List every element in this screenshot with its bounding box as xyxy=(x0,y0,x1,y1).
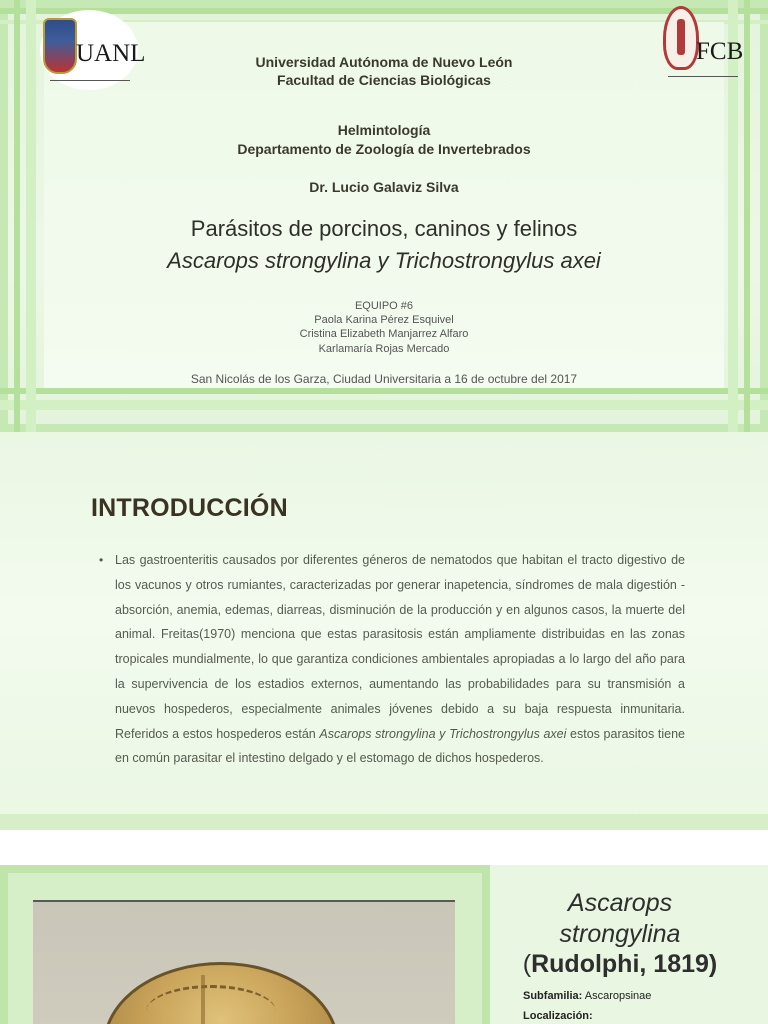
team-member: Paola Karina Pérez Esquivel xyxy=(314,314,454,326)
place-date: San Nicolás de los Garza, Ciudad Universitaria a 16 de octubre del 2017 xyxy=(190,372,578,386)
title-slide xyxy=(0,0,768,432)
uanl-logo-text: UANL xyxy=(76,40,146,67)
presentation-subtitle: Ascarops strongylina y Trichostrongylus axei xyxy=(167,248,601,273)
specimen-micrograph xyxy=(33,900,455,1024)
species-genus: Ascarops xyxy=(567,889,673,917)
species-authority xyxy=(500,949,740,979)
location-label: Localización: xyxy=(523,1010,593,1022)
team-member: Karlamaría Rojas Mercado xyxy=(318,343,450,355)
authority-text: Rudolphi, 1819) xyxy=(531,950,718,978)
intro-species-names: Ascarops strongylina y Trichostrongylus axei xyxy=(319,726,567,741)
fcb-logo-text: FCB xyxy=(696,38,744,65)
subfamily-row xyxy=(523,990,651,1002)
decor-stripe xyxy=(0,814,768,830)
decor-stripe xyxy=(0,388,768,394)
decor-stripe xyxy=(0,8,768,14)
location-row xyxy=(523,1010,593,1022)
subject-name: Helmintología xyxy=(337,122,431,138)
university-name: Universidad Autónoma de Nuevo León xyxy=(255,54,513,70)
introduction-slide xyxy=(0,432,768,830)
species-slide xyxy=(0,830,768,1024)
introduction-paragraph xyxy=(115,548,685,771)
bullet-icon: • xyxy=(99,553,104,567)
nematode-head-image xyxy=(103,962,339,1024)
team-label: EQUIPO #6 xyxy=(354,300,414,312)
professor-name: Dr. Lucio Galaviz Silva xyxy=(309,179,459,195)
authority-paren: ( xyxy=(522,950,532,978)
team-member: Cristina Elizabeth Manjarrez Alfaro xyxy=(299,328,469,340)
intro-text-part: Las gastroenteritis causados por diferentes géneros de nematodos que habitan el tracto digestivo de los vacunos y otros rumiantes, caracterizadas por generar inapetencia, síndromes de mala digestión -absorción, anemia, edemas, diarreas, disminución de la producción y en algunos casos, la muerte del animal. Freitas(1970) menciona que estas parasitosis están ampliamente distribuidas en las zonas tropicales mundialmente, lo que garantiza condiciones ambientales apropiadas a lo largo del año para la supervivencia de los estadios externos, aumentando las probabilidades para su transmisión a nuevos hospederos, especialmente animales jóvenes debido a su baja respuesta inmunitaria. Referidos a estos hospederos están xyxy=(115,553,685,741)
slide-gap xyxy=(0,830,768,865)
department-name: Departamento de Zoología de Invertebrados xyxy=(237,141,531,157)
subfamily-value: Ascaropsinae xyxy=(584,990,652,1002)
species-epithet: strongylina xyxy=(559,920,681,948)
faculty-name: Facultad de Ciencias Biológicas xyxy=(277,72,491,88)
intro-text-part: estos parasitos tiene en común parasitar el intestino delgado y el estomago de dichos hospederos. xyxy=(115,726,685,766)
decor-stripe xyxy=(0,400,768,410)
presentation-title: Parásitos de porcinos, caninos y felinos xyxy=(190,216,578,241)
subfamily-label: Subfamilia: xyxy=(523,990,583,1002)
introduction-heading: INTRODUCCIÓN xyxy=(91,494,288,522)
